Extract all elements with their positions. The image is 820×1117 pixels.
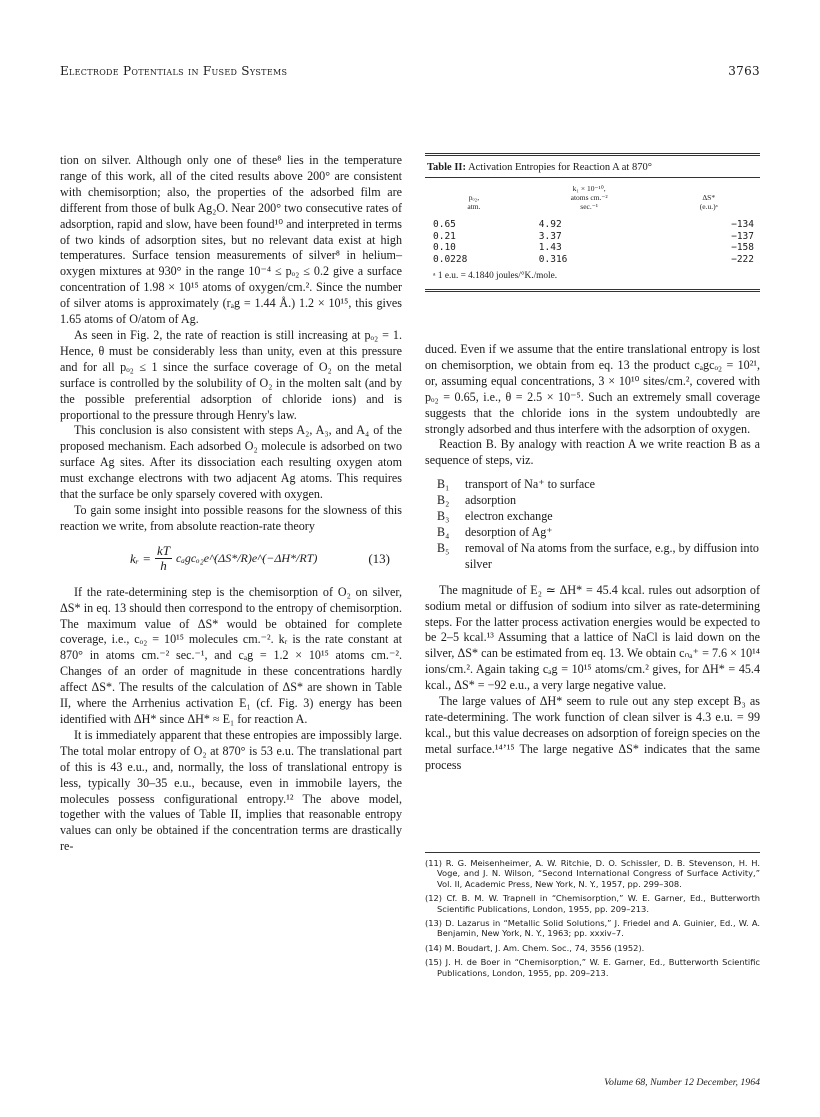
paragraph: Reaction B. By analogy with reaction A we write reaction B as a sequence of steps, viz.	[425, 437, 760, 468]
step-id: B₄	[437, 524, 450, 539]
step-item	[425, 477, 760, 493]
table-row	[425, 215, 760, 231]
step-id: B₁	[437, 477, 450, 492]
paragraph: The magnitude of E₂ ≃ ΔH* = 45.4 kcal. rules out adsorption of sodium metal or diffusion of sodium into silver as rate-determining steps. For the latter process activation energies would be expected to be 2–5 kcal.¹³ Assuming that a lattice of NaCl is laid down on the silver, ΔS* can be estimated from eq. 13. We obtain cₙₐ⁺ = 7.6 × 10¹⁴ ions/cm.². Again taking cₐg = 10¹⁵ atoms/cm.² gives, for ΔH* = 45.4 kcal., ΔS* = −92 e.u., a very large negative value.	[425, 582, 760, 693]
entropy-table	[425, 178, 760, 265]
table-header-rate: k₁ × 10⁻¹⁰, atoms cm.⁻² sec.⁻¹	[570, 184, 608, 211]
step-item	[425, 493, 760, 509]
step-text: desorption of Ag⁺	[465, 524, 553, 539]
step-item	[425, 541, 760, 573]
reaction-b-steps	[425, 477, 760, 572]
table-header-entropy: ΔS* (e.u.)ᵃ	[699, 193, 718, 211]
reference-item: (14) M. Boudart, J. Am. Chem. Soc., 74, 3556 (1952).	[425, 942, 645, 953]
table-cell: 3.37	[538, 230, 562, 242]
reference-item: (12) Cf. B. M. W. Trapnell in “Chemisorption,” W. E. Garner, Ed., Butterworth Scientific Publications, London, 1955, pp. 209–213.	[425, 893, 760, 914]
page-number: 3763	[728, 64, 760, 78]
step-text: transport of Na⁺ to surface	[465, 477, 595, 492]
table-cell: 4.92	[538, 219, 562, 230]
paragraph: As seen in Fig. 2, the rate of reaction is still increasing at pₒ₂ = 1. Hence, θ must be considerably less than unity, even at this pressure and for all pₒ₂ ≤ 1 since the surface coverage of O₂ on the metal surface is controlled by the solubility of O₂ in the molten salt (and by the possible preferential adsorption of chloride ions) and is proportional to the pressure through Henry's law.	[60, 327, 402, 422]
left-column	[60, 153, 402, 855]
journal-footer: Volume 68, Number 12 December, 1964	[604, 1077, 760, 1088]
table-cell: −158	[731, 242, 754, 253]
equation-body: cₐgcₒ₂e^(ΔS*/R)e^(−ΔH*/RT)	[176, 550, 318, 565]
paragraph: The large values of ΔH* seem to rule out any step except B₃ as rate-determining. The work function of clean silver is 4.3 e.u. = 99 kcal., but this value decreases on adsorption of foreign species on the metal surface.¹⁴ʼ¹⁵ The large negative ΔS* indicates that the same process	[425, 694, 760, 772]
step-id: B₃	[437, 509, 450, 524]
table-cell: 0.65	[433, 219, 456, 230]
paragraph: duced. Even if we assume that the entire translational entropy is lost on chemisorption, we obtain from eq. 13 the product cₐgcₒ₂ = 10²¹, or, assuming equal concentrations, 3 × 10¹⁰ sites/cm.², covered with pₒ₂ = 0.65, i.e., θ = 2.5 × 10⁻⁵. Such an extremely small coverage suggests that the chloride ions in the system undoubtedly are strongly adsorbed and thus interfere with the adsorption of oxygen.	[425, 342, 760, 436]
equation-lhs: kᵣ =	[130, 550, 151, 566]
equation-fraction	[155, 544, 172, 573]
step-text: removal of Na atoms from the surface, e.g., by diffusion into silver	[465, 540, 759, 571]
paragraph: tion on silver. Although only one of these⁸ lies in the temperature range of this work, all of the cited results above 200° are consistent with chemisorption; also, the properties of the adsorbed film are different from those of bulk Ag₂O. Near 200° two consecutive rates of adsorption, rapid and slow, have been found¹⁰ and interpreted in terms of two kinds of adsorption sites, but no relevant data exist at high temperatures. Surface tension measurements of silver⁸ in helium–oxygen mixtures at 930° in the range 10⁻⁴ ≤ pₒ₂ ≤ 0.2 give a surface concentration of 1.98 × 10¹⁵ atoms of oxygen/cm.². Since the number of silver atoms is approximately (rₐg = 1.44 Å.) 1.2 × 10¹⁵, this gives 1.65 atoms of O/atom of Ag.	[60, 153, 402, 327]
table-header-pressure: pₒ₂, atm.	[467, 193, 481, 211]
paragraph: If the rate-determining step is the chemisorption of O₂ on silver, ΔS* in eq. 13 should then correspond to the entropy of chemisorption. The maximum value of ΔS* would be obtained for complete coverage, i.e., cₒ₂ = 10¹⁵ molecules cm.⁻². kᵣ is the rate constant at 870° in atoms cm.⁻² sec.⁻¹, and cₐg = 1.2 × 10¹⁵ atoms cm.⁻². Changes of an order of magnitude in these concentrations hardly affect ΔS*. The results of the calculation of ΔS* are shown in Table II, where the Arrhenius activation E₁ (cf. Fig. 3) energy has been identified with ΔH* since ΔH* ≈ E₁ for reaction A.	[60, 584, 402, 726]
paragraph: To gain some insight into possible reasons for the slowness of this reaction we write, from absolute reaction-rate theory	[60, 502, 402, 533]
table-caption	[425, 156, 760, 177]
reference-item: (15) J. H. de Boer in “Chemisorption,” W. E. Garner, Ed., Butterworth Scientific Publications, London, 1955, pp. 209–213.	[425, 957, 760, 978]
equation-denominator: h	[160, 558, 167, 574]
table-footnote: ᵃ 1 e.u. = 4.1840 joules/°K./mole.	[433, 271, 558, 281]
table-cell: −222	[731, 253, 754, 265]
step-item	[425, 525, 760, 541]
table-bottom-rule	[425, 289, 760, 292]
table-cell: 0.21	[433, 230, 456, 242]
right-column	[425, 342, 760, 774]
table-cell: 1.43	[538, 242, 562, 253]
step-text: adsorption	[465, 493, 517, 508]
table-cell: 0.10	[433, 242, 456, 253]
table-row	[425, 242, 760, 254]
equation-number: (13)	[368, 550, 390, 566]
table-cell: 0.0228	[433, 253, 468, 265]
table-row	[425, 254, 760, 266]
equation-13	[60, 539, 402, 579]
table-label: Table II:	[427, 162, 467, 173]
references	[425, 852, 760, 978]
paragraph: This conclusion is also consistent with steps A₂, A₃, and A₄ of the proposed mechanism. Each adsorbed O₂ molecule is adsorbed on two surface Ag sites. After its dissociation each resulting oxygen atom must exchange electrons with two adjacent Ag atoms. This requires that the surface be only sparsely covered with oxygen.	[60, 423, 402, 502]
table-caption-text: Activation Entropies for Reaction A at 870°	[468, 162, 652, 173]
table-cell: 0.316	[538, 253, 568, 265]
table-cell: −137	[731, 230, 754, 242]
running-title: Electrode Potentials in Fused Systems	[60, 64, 288, 78]
table-header-row	[425, 178, 760, 215]
step-id: B₂	[437, 493, 450, 508]
step-item	[425, 509, 760, 525]
reference-item: (13) D. Lazarus in “Metallic Solid Solutions,” J. Friedel and A. Guinier, Ed., W. A. Benjamin, New York, N. Y., 1963; pp. xxxiv–7.	[425, 918, 760, 939]
paragraph: It is immediately apparent that these entropies are impossibly large. The total molar entropy of O₂ at 870° is 53 e.u. The translational part of this is 43 e.u., and, normally, the loss of translational entropy is less, typically 30–35 e.u., because, even in immobile layers, the molecules possess configurational entropy.¹² The above model, together with the values of Table II, implies that reasonable entropy values can only be obtained if the concentration terms are drastically re-	[60, 727, 402, 854]
step-id: B₅	[437, 540, 450, 555]
table-cell: −134	[731, 219, 754, 230]
table-row	[425, 231, 760, 243]
step-text: electron exchange	[465, 509, 553, 524]
table-ii	[425, 153, 760, 292]
equation-numerator: kT	[157, 543, 170, 559]
reference-item: (11) R. G. Meisenheimer, A. W. Ritchie, D. O. Schissler, D. B. Stevenson, H. H. Voge, and J. N. Wilson, “Second International Congress of Surface Activity,” Vol. II, Academic Press, New York, N. Y., 1957, pp. 299–308.	[425, 858, 760, 889]
